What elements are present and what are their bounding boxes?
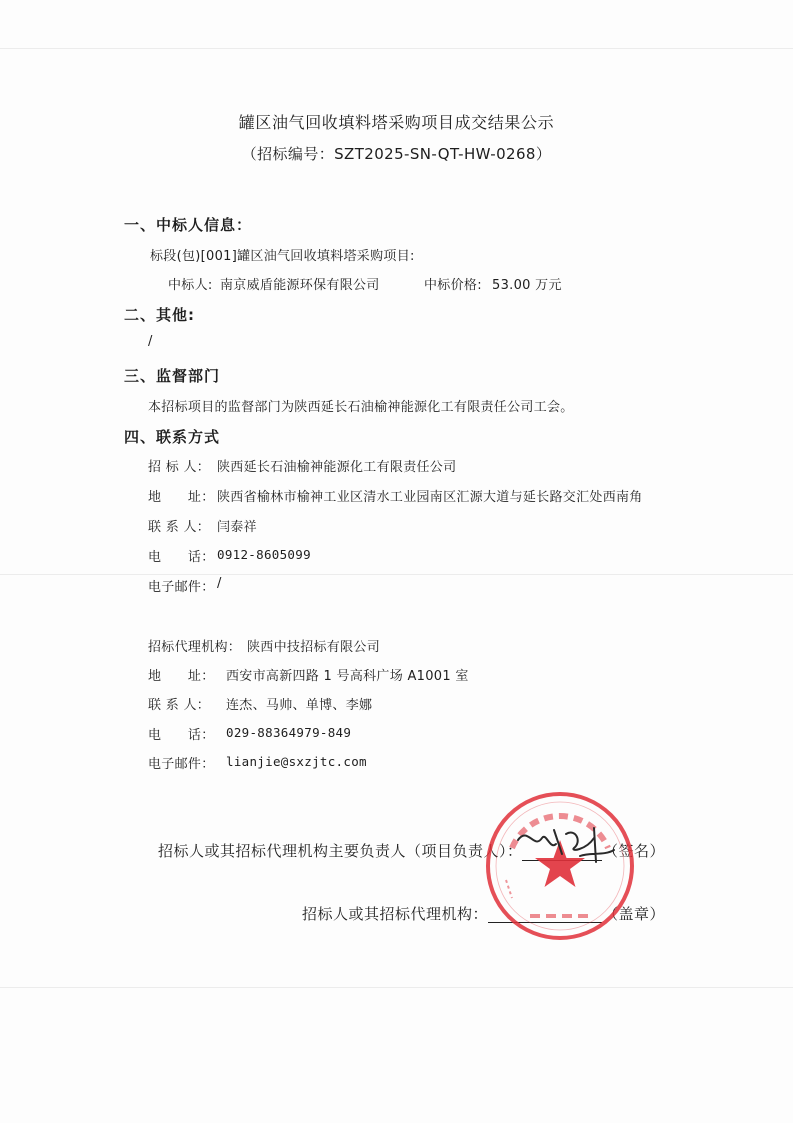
tenderer-email-value: / [217, 576, 222, 591]
signature-line-label: 招标人或其招标代理机构主要负责人（项目负责人）： [158, 842, 523, 860]
agency-label: 招标代理机构： [148, 640, 242, 655]
scan-fold-line [0, 574, 793, 575]
scan-fold-line [0, 987, 793, 988]
scan-fold-line [0, 48, 793, 49]
tenderer-address-label: 地 址： [148, 490, 215, 505]
document-title: 罐区油气回收填料塔采购项目成交结果公示 [238, 113, 555, 132]
handwritten-signature [510, 820, 620, 870]
agency-contact-label: 联 系 人： [148, 698, 211, 713]
section-2-content: / [148, 334, 153, 349]
tenderer-contact-label: 联 系 人： [148, 520, 211, 535]
agency-value: 陕西中技招标有限公司 [247, 640, 381, 655]
price-label: 中标价格: [424, 278, 482, 293]
agency-address-label: 地 址： [148, 669, 215, 684]
tenderer-phone-label: 电 话： [148, 550, 215, 565]
agency-email-value: lianjie@sxzjtc.com [226, 754, 367, 769]
tenderer-address-value: 陕西省榆林市榆神工业区清水工业园南区汇源大道与延长路交汇处西南角 [217, 490, 643, 505]
agency-phone-value: 029-88364979-849 [226, 725, 352, 740]
tenderer-email-label: 电子邮件： [148, 580, 215, 595]
tenderer-label: 招 标 人： [148, 460, 211, 475]
agency-contact-value: 连杰、马帅、单博、李娜 [226, 698, 373, 713]
supervision-text: 本招标项目的监督部门为陕西延长石油榆神能源化工有限责任公司工会。 [148, 400, 574, 415]
section-1-heading: 一、中标人信息： [124, 216, 253, 234]
tenderer-phone-value: 0912-8605099 [217, 547, 311, 562]
stamp-line-label: 招标人或其招标代理机构： [302, 905, 489, 923]
lot-description: 标段(包)[001]罐区油气回收填料塔采购项目: [150, 249, 415, 264]
agency-address-value: 西安市高新四路 1 号高科广场 A1001 室 [226, 669, 469, 684]
tenderer-contact-value: 闫泰祥 [217, 520, 257, 535]
document-subtitle: （招标编号：SZT2025-SN-QT-HW-0268） [241, 145, 552, 163]
winner-value: 南京威盾能源环保有限公司 [220, 278, 380, 293]
agency-phone-label: 电 话： [148, 728, 215, 743]
signature-suffix: （签名） [603, 842, 666, 860]
winner-label: 中标人: [168, 278, 213, 293]
agency-email-label: 电子邮件： [148, 757, 215, 772]
section-2-heading: 二、其他: [124, 306, 195, 324]
tenderer-value: 陕西延长石油榆神能源化工有限责任公司 [217, 460, 457, 475]
section-4-heading: 四、联系方式 [124, 428, 221, 446]
price-value: 53.00 万元 [492, 278, 562, 293]
section-3-heading: 三、监督部门 [124, 367, 221, 385]
stamp-suffix: （盖章） [603, 905, 666, 923]
